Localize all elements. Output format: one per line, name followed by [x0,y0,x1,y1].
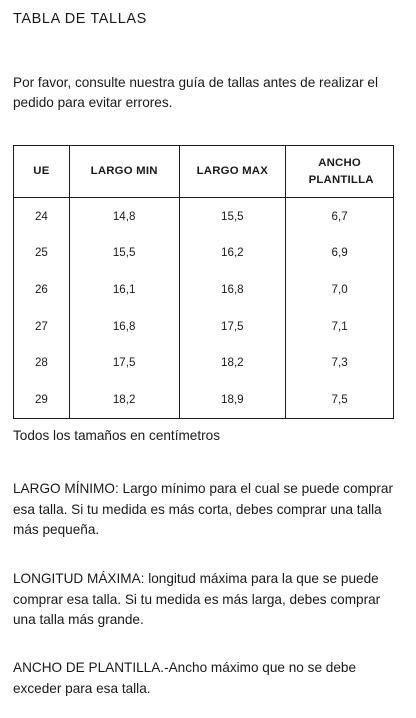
cell-insole-width: 7,0 [286,271,394,308]
cell-min-length: 18,2 [69,381,179,418]
cell-insole-width: 6,7 [286,198,394,235]
table-row [14,381,394,418]
cell-max-length: 17,5 [179,308,286,345]
header-min-length: LARGO MIN [69,146,179,198]
size-table [13,145,394,419]
cell-eu-size: 24 [14,198,70,235]
cell-eu-size: 27 [14,308,70,345]
cell-min-length: 14,8 [69,198,179,235]
cell-insole-width: 7,1 [286,308,394,345]
cell-insole-width: 6,9 [286,235,394,272]
table-row [14,271,394,308]
cell-max-length: 16,8 [179,271,286,308]
units-note: Todos los tamaños en centímetros [13,428,221,443]
cell-min-length: 15,5 [69,235,179,272]
table-row [14,198,394,235]
header-max-length: LARGO MAX [179,146,286,198]
page-title: TABLA DE TALLAS [13,11,147,27]
cell-max-length: 18,2 [179,344,286,381]
cell-max-length: 15,5 [179,198,286,235]
header-eu-size: UE [14,146,70,198]
definition-max-length: LONGITUD MÁXIMA: longitud máxima para la que se puede comprar esa talla. Si tu medida es más larga, debes comprar una talla más grande. [13,571,381,627]
table-row [14,235,394,272]
intro-text: Por favor, consulte nuestra guía de tallas antes de realizar el pedido para evitar errores. [13,75,378,110]
table-row [14,344,394,381]
header-insole-width: ANCHO PLANTILLA [286,146,394,198]
table-header-row [14,146,394,198]
cell-max-length: 18,9 [179,381,286,418]
cell-min-length: 17,5 [69,344,179,381]
cell-min-length: 16,1 [69,271,179,308]
cell-eu-size: 26 [14,271,70,308]
definition-min-length: LARGO MÍNIMO: Largo mínimo para el cual se puede comprar esa talla. Si tu medida es más corta, debes comprar una talla más pequeña. [13,481,394,537]
table-row [14,308,394,345]
cell-insole-width: 7,3 [286,344,394,381]
cell-eu-size: 29 [14,381,70,418]
cell-max-length: 16,2 [179,235,286,272]
cell-min-length: 16,8 [69,308,179,345]
cell-eu-size: 28 [14,344,70,381]
cell-insole-width: 7,5 [286,381,394,418]
cell-eu-size: 25 [14,235,70,272]
definition-insole-width: ANCHO DE PLANTILLA.-Ancho máximo que no se debe exceder para esa talla. [13,660,357,696]
